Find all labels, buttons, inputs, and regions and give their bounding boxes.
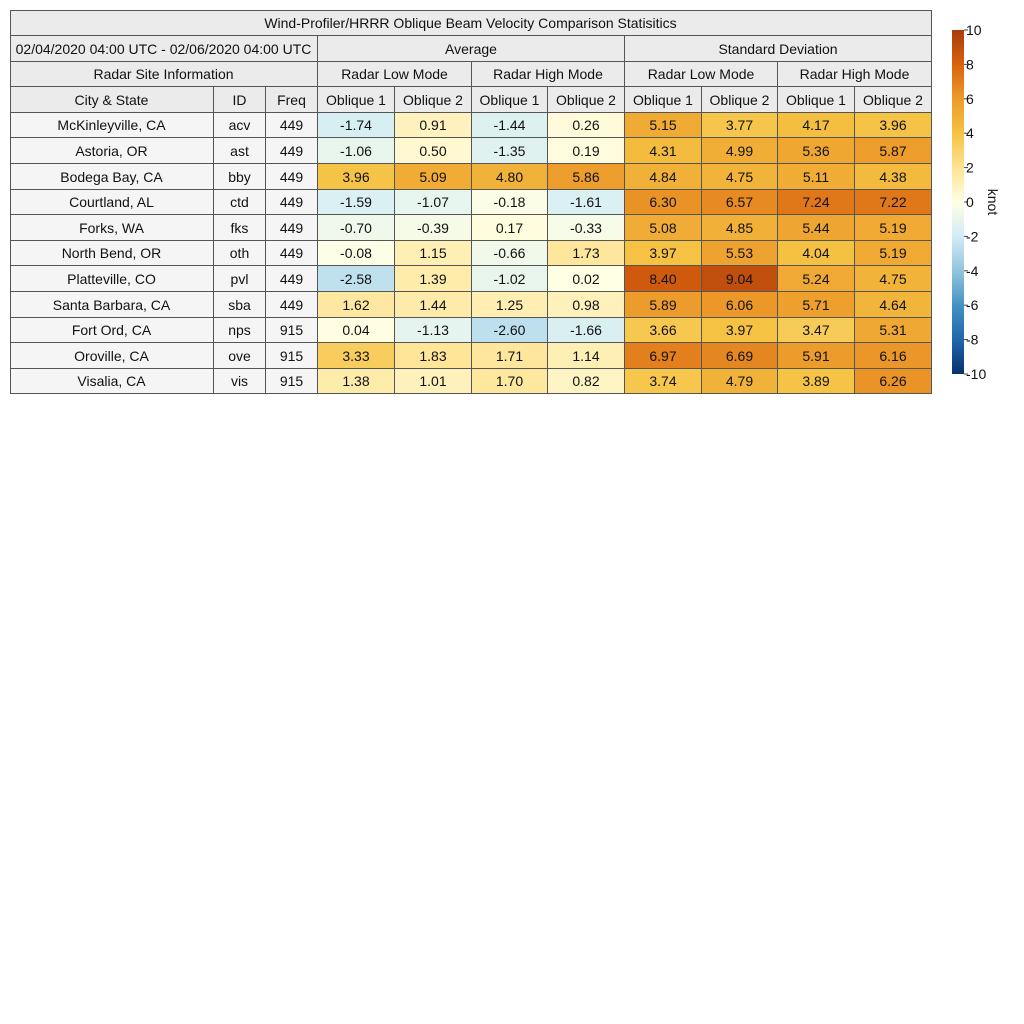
city-cell: Santa Barbara, CA xyxy=(10,292,214,318)
value-cell: 5.89 xyxy=(625,292,702,318)
value-cell: 5.36 xyxy=(778,138,855,164)
city-cell: McKinleyville, CA xyxy=(10,113,214,138)
value-cell: 0.82 xyxy=(548,369,625,394)
value-cell: 4.84 xyxy=(625,164,702,190)
value-cell: 5.71 xyxy=(778,292,855,318)
value-cell: 0.04 xyxy=(318,318,395,343)
value-cell: 5.86 xyxy=(548,164,625,190)
value-cell: 4.75 xyxy=(702,164,778,190)
value-cell: 4.17 xyxy=(778,113,855,138)
colorbar-tick-label: 10 xyxy=(966,22,982,38)
value-cell: 6.06 xyxy=(702,292,778,318)
value-cell: 4.79 xyxy=(702,369,778,394)
value-cell: -1.13 xyxy=(395,318,472,343)
value-cell: 0.19 xyxy=(548,138,625,164)
value-cell: 7.22 xyxy=(855,190,932,215)
value-cell: 1.83 xyxy=(395,343,472,369)
column-header: Freq xyxy=(266,87,318,113)
value-cell: -1.59 xyxy=(318,190,395,215)
colorbar-tick-label: -10 xyxy=(966,366,987,382)
group-header-average: Average xyxy=(318,36,625,62)
value-cell: 3.33 xyxy=(318,343,395,369)
group-header-standard-deviation: Standard Deviation xyxy=(625,36,932,62)
freq-cell: 449 xyxy=(266,266,318,292)
value-cell: 6.26 xyxy=(855,369,932,394)
value-cell: 5.44 xyxy=(778,215,855,241)
city-cell: Platteville, CO xyxy=(10,266,214,292)
value-cell: -2.60 xyxy=(472,318,548,343)
value-cell: 5.19 xyxy=(855,215,932,241)
value-cell: 5.31 xyxy=(855,318,932,343)
value-cell: 0.26 xyxy=(548,113,625,138)
value-cell: 0.91 xyxy=(395,113,472,138)
value-cell: -1.44 xyxy=(472,113,548,138)
value-cell: 4.85 xyxy=(702,215,778,241)
freq-cell: 449 xyxy=(266,241,318,266)
value-cell: 6.69 xyxy=(702,343,778,369)
value-cell: 3.74 xyxy=(625,369,702,394)
value-cell: 1.62 xyxy=(318,292,395,318)
column-header: ID xyxy=(214,87,266,113)
value-cell: 1.71 xyxy=(472,343,548,369)
value-cell: 4.99 xyxy=(702,138,778,164)
value-cell: 3.97 xyxy=(702,318,778,343)
colorbar-tick-label: 4 xyxy=(966,125,974,142)
value-cell: 5.87 xyxy=(855,138,932,164)
value-cell: -1.07 xyxy=(395,190,472,215)
value-cell: -1.02 xyxy=(472,266,548,292)
value-cell: 6.30 xyxy=(625,190,702,215)
value-cell: 7.24 xyxy=(778,190,855,215)
site-id-cell: vis xyxy=(214,369,266,394)
column-header: Oblique 1 xyxy=(778,87,855,113)
value-cell: 1.15 xyxy=(395,241,472,266)
column-header: Oblique 2 xyxy=(855,87,932,113)
value-cell: 1.38 xyxy=(318,369,395,394)
value-cell: 4.64 xyxy=(855,292,932,318)
value-cell: 3.96 xyxy=(855,113,932,138)
value-cell: 1.25 xyxy=(472,292,548,318)
column-header: Oblique 1 xyxy=(625,87,702,113)
city-cell: Astoria, OR xyxy=(10,138,214,164)
colorbar-tick-label: -6 xyxy=(966,297,979,314)
value-cell: -0.70 xyxy=(318,215,395,241)
value-cell: 5.08 xyxy=(625,215,702,241)
freq-cell: 449 xyxy=(266,215,318,241)
value-cell: 5.91 xyxy=(778,343,855,369)
column-header: Oblique 1 xyxy=(472,87,548,113)
site-id-cell: ove xyxy=(214,343,266,369)
city-cell: Courtland, AL xyxy=(10,190,214,215)
colorbar-tick-label: -2 xyxy=(966,228,979,245)
value-cell: 3.97 xyxy=(625,241,702,266)
site-id-cell: acv xyxy=(214,113,266,138)
value-cell: 3.96 xyxy=(318,164,395,190)
value-cell: 3.47 xyxy=(778,318,855,343)
site-id-cell: ctd xyxy=(214,190,266,215)
mode-header: Radar High Mode xyxy=(778,62,932,87)
value-cell: 5.19 xyxy=(855,241,932,266)
value-cell: -1.74 xyxy=(318,113,395,138)
value-cell: 3.77 xyxy=(702,113,778,138)
value-cell: 8.40 xyxy=(625,266,702,292)
freq-cell: 449 xyxy=(266,138,318,164)
city-cell: Oroville, CA xyxy=(10,343,214,369)
value-cell: -0.33 xyxy=(548,215,625,241)
table-title: Wind-Profiler/HRRR Oblique Beam Velocity Comparison Statisitics xyxy=(10,10,932,36)
colorbar-tick-label: 8 xyxy=(966,56,974,73)
value-cell: -1.35 xyxy=(472,138,548,164)
value-cell: 5.11 xyxy=(778,164,855,190)
column-header: Oblique 2 xyxy=(395,87,472,113)
column-header: Oblique 1 xyxy=(318,87,395,113)
date-range: 02/04/2020 04:00 UTC - 02/06/2020 04:00 UTC xyxy=(10,36,318,62)
city-cell: North Bend, OR xyxy=(10,241,214,266)
value-cell: 0.17 xyxy=(472,215,548,241)
freq-cell: 449 xyxy=(266,164,318,190)
freq-cell: 449 xyxy=(266,190,318,215)
colorbar-tick-label: 2 xyxy=(966,159,974,176)
city-cell: Bodega Bay, CA xyxy=(10,164,214,190)
value-cell: 1.01 xyxy=(395,369,472,394)
mode-header: Radar Low Mode xyxy=(318,62,472,87)
freq-cell: 449 xyxy=(266,113,318,138)
value-cell: 4.75 xyxy=(855,266,932,292)
column-header: Oblique 2 xyxy=(548,87,625,113)
value-cell: 4.80 xyxy=(472,164,548,190)
value-cell: 4.31 xyxy=(625,138,702,164)
site-id-cell: pvl xyxy=(214,266,266,292)
column-header: Oblique 2 xyxy=(702,87,778,113)
colorbar-tick-label: 6 xyxy=(966,90,974,107)
value-cell: 3.66 xyxy=(625,318,702,343)
site-info-header: Radar Site Information xyxy=(10,62,318,87)
value-cell: -1.61 xyxy=(548,190,625,215)
site-id-cell: fks xyxy=(214,215,266,241)
value-cell: 6.16 xyxy=(855,343,932,369)
colorbar-tick-label: -4 xyxy=(966,262,979,279)
value-cell: -0.18 xyxy=(472,190,548,215)
freq-cell: 915 xyxy=(266,343,318,369)
value-cell: 1.44 xyxy=(395,292,472,318)
value-cell: 5.09 xyxy=(395,164,472,190)
site-id-cell: sba xyxy=(214,292,266,318)
city-cell: Forks, WA xyxy=(10,215,214,241)
value-cell: -1.06 xyxy=(318,138,395,164)
column-header: City & State xyxy=(10,87,214,113)
value-cell: -1.66 xyxy=(548,318,625,343)
colorbar-tick-label: 0 xyxy=(966,194,974,210)
value-cell: 1.14 xyxy=(548,343,625,369)
value-cell: 5.24 xyxy=(778,266,855,292)
value-cell: 6.97 xyxy=(625,343,702,369)
value-cell: -2.58 xyxy=(318,266,395,292)
city-cell: Visalia, CA xyxy=(10,369,214,394)
site-id-cell: oth xyxy=(214,241,266,266)
site-id-cell: bby xyxy=(214,164,266,190)
freq-cell: 915 xyxy=(266,318,318,343)
value-cell: 3.89 xyxy=(778,369,855,394)
value-cell: 9.04 xyxy=(702,266,778,292)
freq-cell: 449 xyxy=(266,292,318,318)
freq-cell: 915 xyxy=(266,369,318,394)
value-cell: 6.57 xyxy=(702,190,778,215)
colorbar-gradient xyxy=(952,30,964,374)
colorbar-label: knot xyxy=(985,188,1001,216)
colorbar-tick-label: -8 xyxy=(966,331,979,348)
value-cell: 1.39 xyxy=(395,266,472,292)
value-cell: 4.04 xyxy=(778,241,855,266)
value-cell: 4.38 xyxy=(855,164,932,190)
mode-header: Radar Low Mode xyxy=(625,62,778,87)
value-cell: 1.73 xyxy=(548,241,625,266)
value-cell: -0.39 xyxy=(395,215,472,241)
value-cell: 5.53 xyxy=(702,241,778,266)
site-id-cell: nps xyxy=(214,318,266,343)
colorbar xyxy=(0,0,1024,400)
value-cell: 1.70 xyxy=(472,369,548,394)
mode-header: Radar High Mode xyxy=(472,62,625,87)
value-cell: 0.02 xyxy=(548,266,625,292)
value-cell: 0.50 xyxy=(395,138,472,164)
value-cell: 0.98 xyxy=(548,292,625,318)
value-cell: 5.15 xyxy=(625,113,702,138)
city-cell: Fort Ord, CA xyxy=(10,318,214,343)
site-id-cell: ast xyxy=(214,138,266,164)
value-cell: -0.66 xyxy=(472,241,548,266)
value-cell: -0.08 xyxy=(318,241,395,266)
